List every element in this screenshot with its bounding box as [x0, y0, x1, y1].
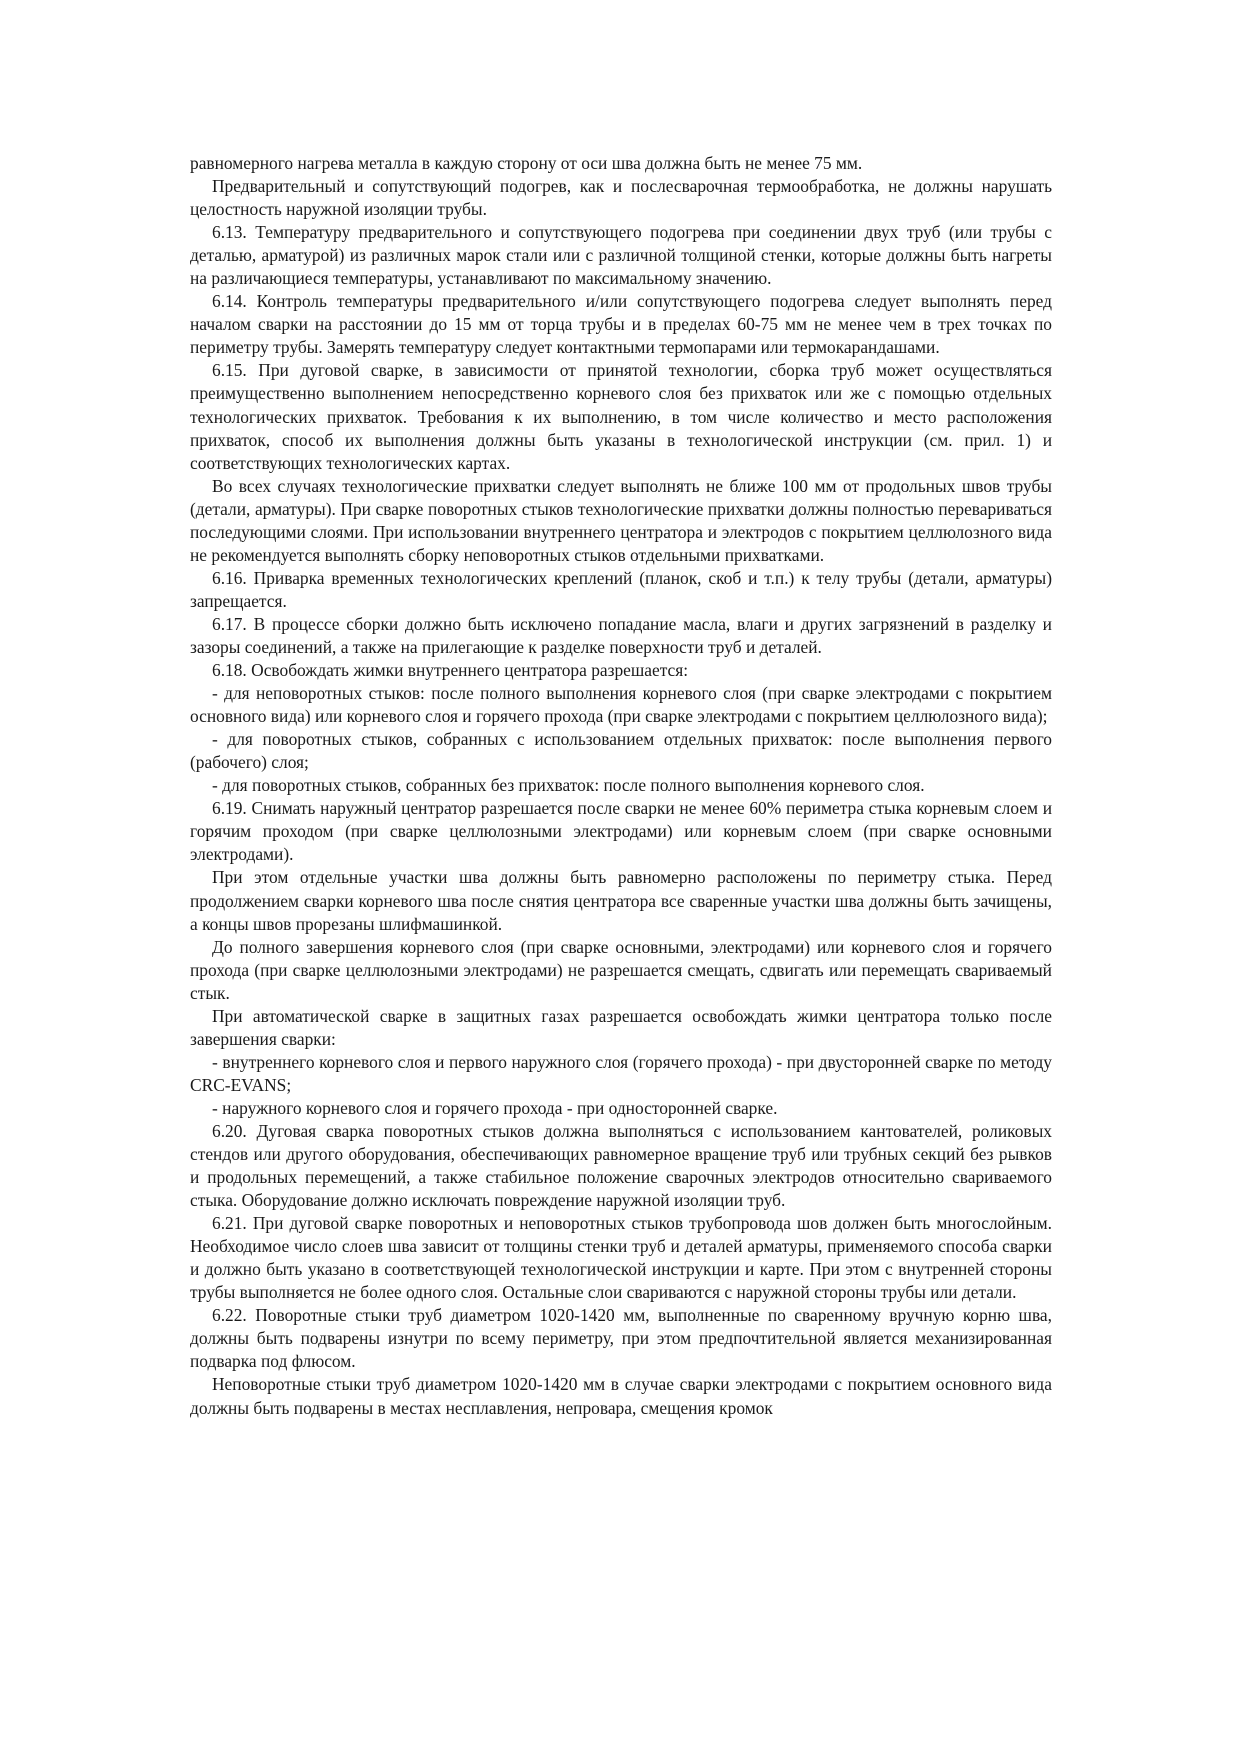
paragraph-insulation: Предварительный и сопутствующий подогрев, как и послесварочная термообработка, не должны нарушать целостность наружной изоляции трубы.	[190, 176, 1052, 220]
paragraph-6-22: 6.22. Поворотные стыки труб диаметром 1020-1420 мм, выполненные по сваренному вручную корню шва, должны быть подварены изнутри по всему периметру, при этом предпочтительной является механизированная подварка под флюсом.	[190, 1305, 1052, 1372]
document-page	[190, 152, 1052, 1420]
list-item-crc-evans: - внутреннего корневого слоя и первого наружного слоя (горячего прохода) - при двусторонней сварке по методу CRC-EVANS;	[190, 1051, 1052, 1095]
paragraph-automatic-welding: При автоматической сварке в защитных газах разрешается освобождать жимки центратора только после завершения сварки:	[190, 1005, 1052, 1049]
list-item-one-sided: - наружного корневого слоя и горячего прохода - при односторонней сварке.	[212, 1097, 778, 1118]
paragraph-6-17: 6.17. В процессе сборки должно быть исключено попадание масла, влаги и других загрязнений в разделку и зазоры соединений, а также на прилегающие к разделке поверхности труб и деталей.	[190, 613, 1052, 657]
paragraph-6-18: 6.18. Освобождать жимки внутреннего центратора разрешается:	[212, 660, 689, 681]
paragraph-6-16: 6.16. Приварка временных технологических креплений (планок, скоб и т.п.) к телу трубы (детали, арматуры) запрещается.	[190, 567, 1052, 611]
paragraph-6-14: 6.14. Контроль температуры предварительного и/или сопутствующего подогрева следует выполнять перед началом сварки на расстоянии до 15 мм от торца трубы и в пределах 60-75 мм не менее чем в трех точках по периметру трубы. Замерять температуру следует контактными термопарами или термокарандашами.	[190, 291, 1052, 358]
paragraph-heating-width: равномерного нагрева металла в каждую сторону от оси шва должна быть не менее 75 мм.	[190, 153, 863, 173]
paragraph-6-13: 6.13. Температуру предварительного и сопутствующего подогрева при соединении двух труб (или трубы с деталью, арматурой) из различных марок стали или с различной толщиной стенки, которые должны быть нагреты на различающиеся температуры, устанавливают по максимальному значению.	[190, 222, 1052, 289]
paragraph-6-20: 6.20. Дуговая сварка поворотных стыков должна выполняться с использованием кантователей, роликовых стендов или другого оборудования, обеспечивающих равномерное вращение труб или трубных секций без рывков и продольных перемещений, а также стабильное положение сварочных электродов относительно свариваемого стыка. Оборудование должно исключать повреждение наружной изоляции труб.	[190, 1120, 1052, 1211]
list-item-fixed-joints: - для неповоротных стыков: после полного выполнения корневого слоя (при сварке электродами с покрытием основного вида) или корневого слоя и горячего прохода (при сварке электродами с покрытием целлюлозного вида);	[190, 683, 1052, 727]
paragraph-fixed-joints-repair: Неповоротные стыки труб диаметром 1020-1420 мм в случае сварки электродами с покрытием основного вида должны быть подварены в местах несплавления, непровара, смещения кромок	[190, 1374, 1052, 1418]
paragraph-6-19: 6.19. Снимать наружный центратор разрешается после сварки не менее 60% периметра стыка корневым слоем и горячим проходом (при сварке целлюлозными электродами) или корневым слоем (при сварке основными электродами).	[190, 798, 1052, 865]
paragraph-root-layer: До полного завершения корневого слоя (при сварке основными, электродами) или корневого слоя и горячего прохода (при сварке целлюлозными электродами) не разрешается смещать, сдвигать или перемещать свариваемый стык.	[190, 936, 1052, 1003]
paragraph-6-21: 6.21. При дуговой сварке поворотных и неповоротных стыков трубопровода шов должен быть многослойным. Необходимое число слоев шва зависит от толщины стенки труб и деталей арматуры, применяемого способа сварки и должно быть указано в соответствующей технологической инструкции и карте. При этом с внутренней стороны трубы выполняется не более одного слоя. Остальные слои свариваются с наружной стороны трубы или детали.	[190, 1213, 1052, 1303]
list-item-rotary-with-tacks: - для поворотных стыков, собранных с использованием отдельных прихваток: после выполнения первого (рабочего) слоя;	[190, 729, 1052, 773]
paragraph-tack-welds: Во всех случаях технологические прихватки следует выполнять не ближе 100 мм от продольных швов трубы (детали, арматуры). При сварке поворотных стыков технологические прихватки должны полностью перевариваться последующими слоями. При использовании внутреннего центратора и электродов с покрытием целлюлозного вида не рекомендуется выполнять сборку неповоротных стыков отдельными прихватками.	[190, 475, 1052, 565]
paragraph-weld-sections: При этом отдельные участки шва должны быть равномерно расположены по периметру стыка. Перед продолжением сварки корневого шва после снятия центратора все сваренные участки шва должны быть зачищены, а концы швов прорезаны шлифмашинкой.	[190, 867, 1052, 934]
list-item-rotary-without-tacks: - для поворотных стыков, собранных без прихваток: после полного выполнения корневого слоя.	[212, 775, 925, 796]
paragraph-6-15: 6.15. При дуговой сварке, в зависимости от принятой технологии, сборка труб может осуществляться преимущественно выполнением непосредственно корневого слоя без прихваток или же с помощью отдельных технологических прихваток. Требования к их выполнению, в том числе количество и место расположения прихваток, способ их выполнения должны быть указаны в технологической инструкции (см. прил. 1) и соответствующих технологических картах.	[190, 360, 1052, 473]
